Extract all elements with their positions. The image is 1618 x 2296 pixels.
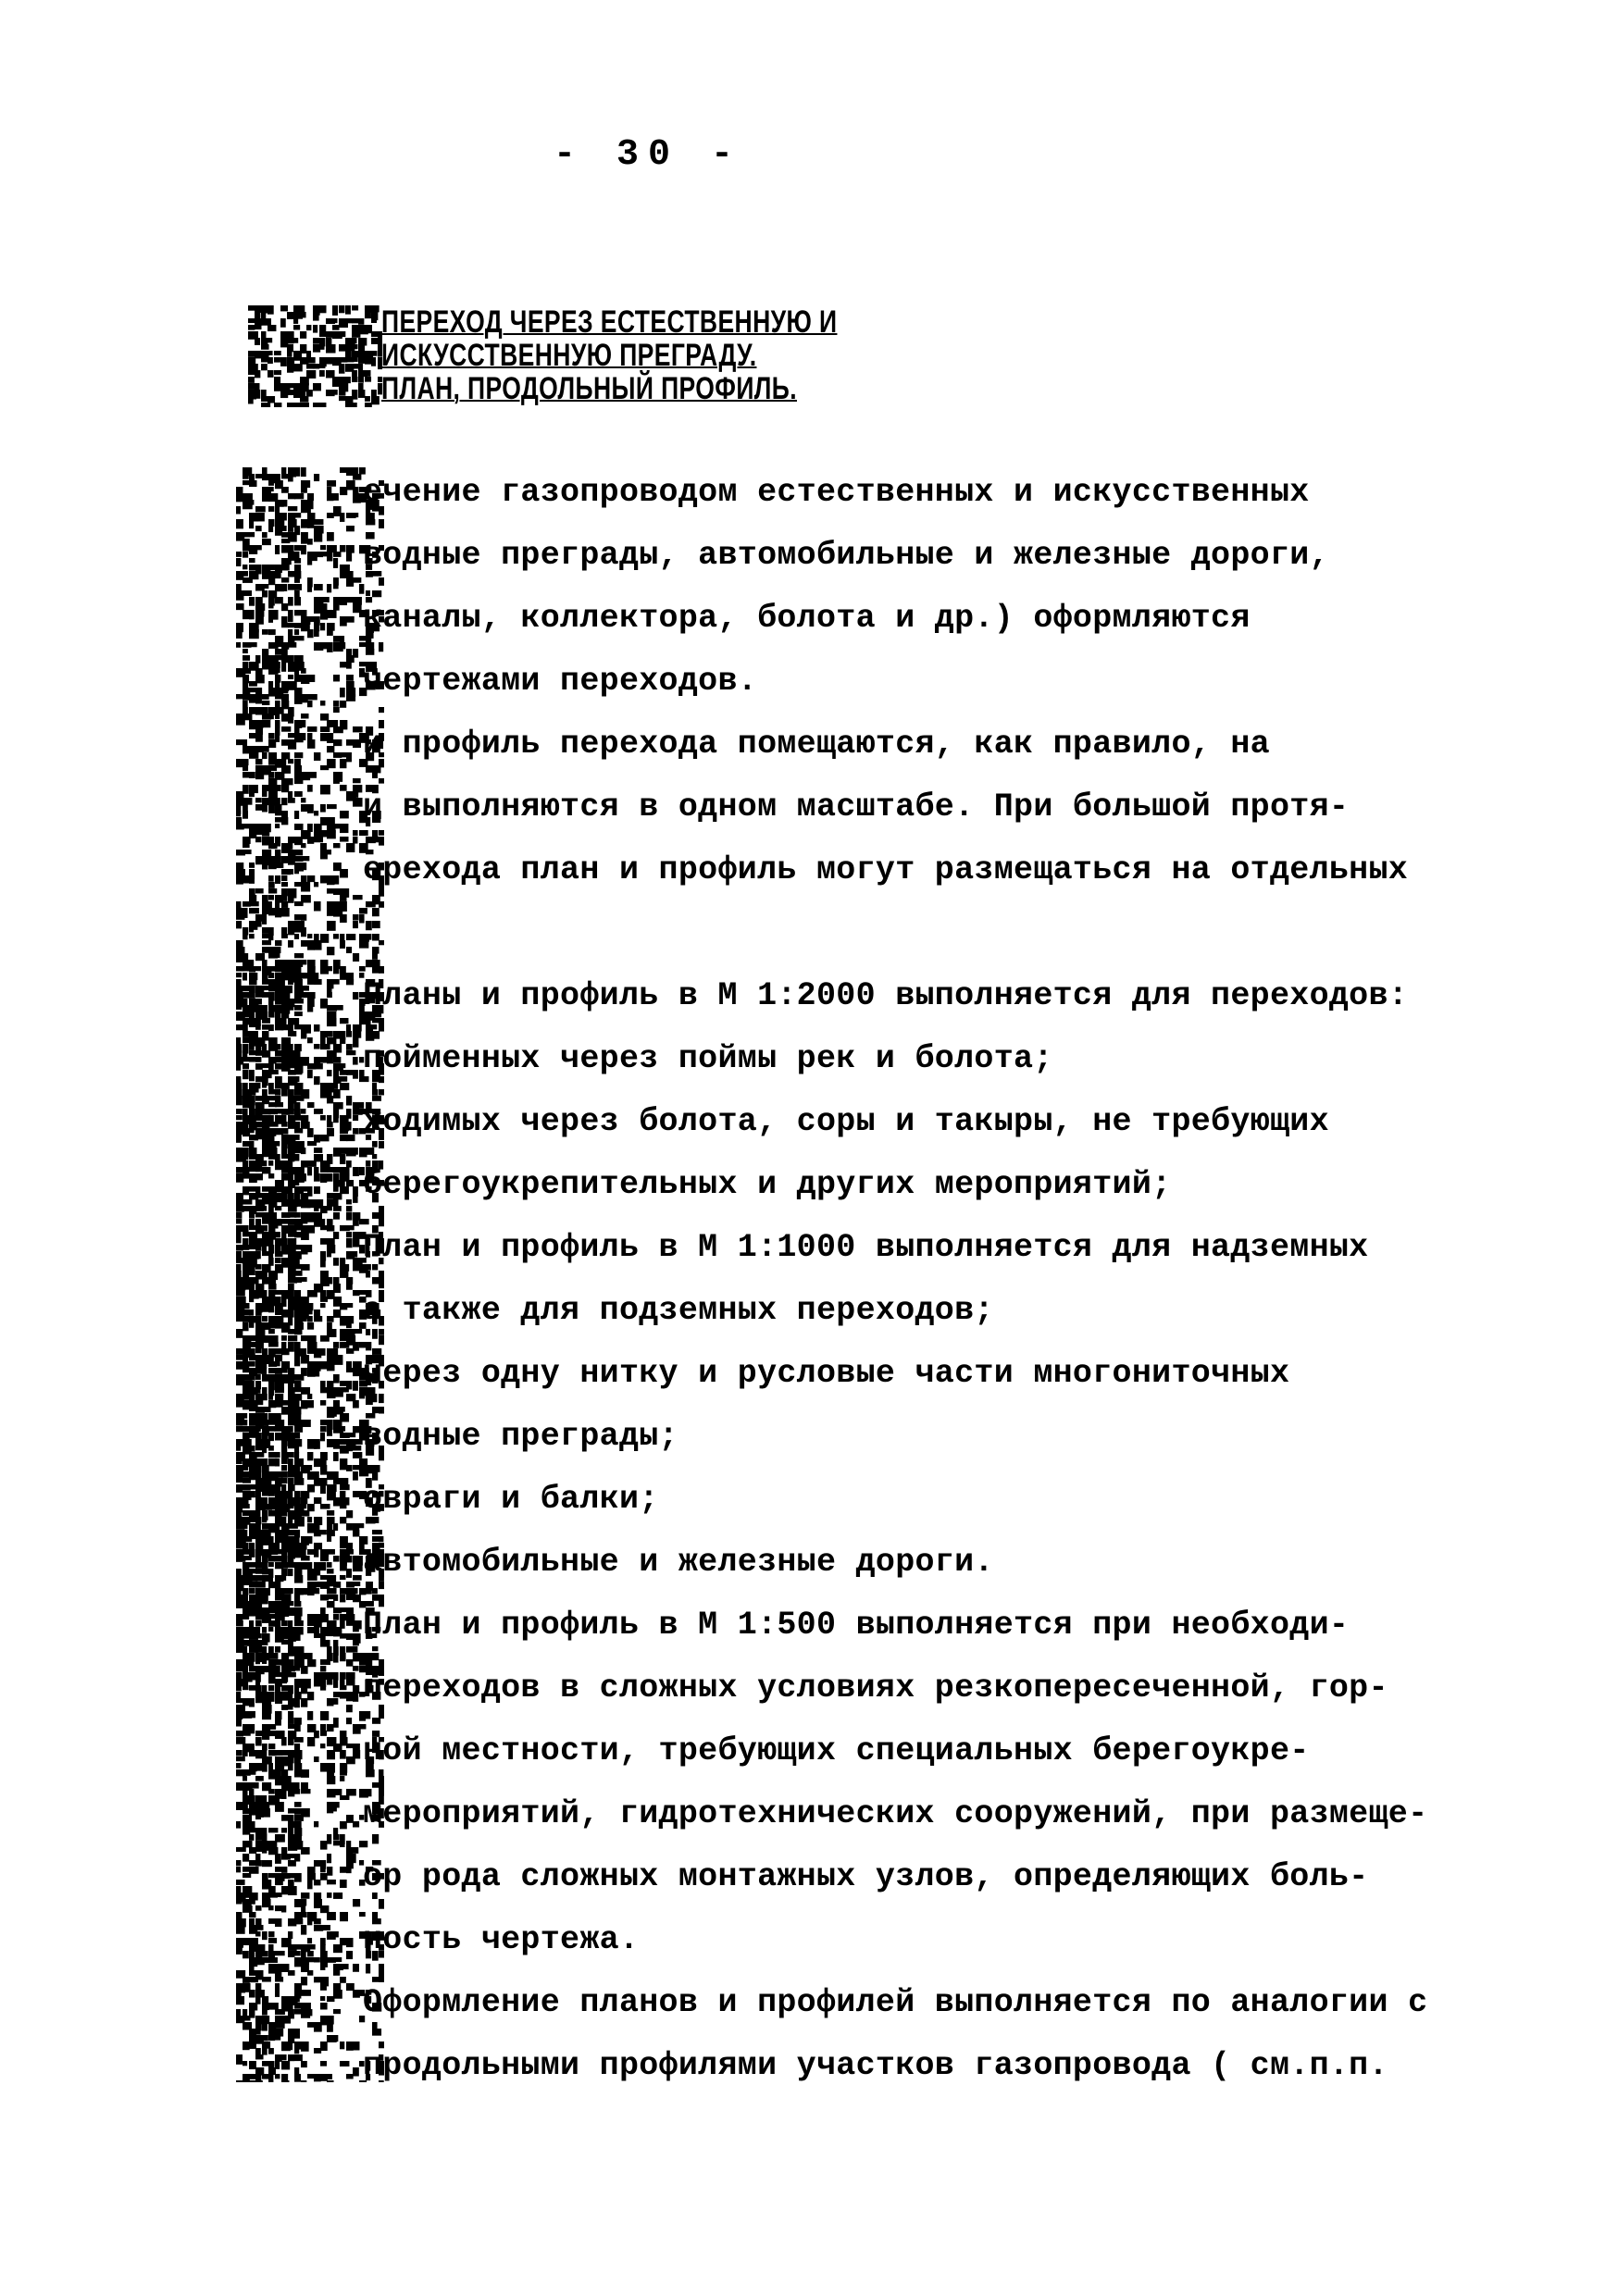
text-line: пойменных через поймы рек и болота; — [363, 1040, 1053, 1077]
text-line: водные преграды; — [363, 1418, 678, 1455]
text-line: чертежами переходов. — [363, 663, 758, 700]
scan-noise-left-margin — [236, 305, 384, 2082]
text-line: План и профиль в М 1:500 выполняется при необходи- — [363, 1607, 1350, 1644]
text-line: берегоукрепительных и других мероприятий; — [363, 1166, 1172, 1203]
text-line: ор рода сложных монтажных узлов, определяющих боль- — [363, 1858, 1369, 1895]
text-line: и профиль перехода помещаются, как правило, на — [363, 726, 1270, 763]
paragraph-2 — [363, 713, 1409, 901]
text-line: Планы и профиль в М 1:2000 выполняется для переходов: — [363, 977, 1409, 1014]
text-line: водные преграды, автомобильные и железные дороги, — [363, 537, 1329, 574]
text-line: ерехода план и профиль могут размещаться на отдельных — [363, 851, 1409, 888]
text-line: План и профиль в М 1:1000 выполняется для надземных — [363, 1229, 1369, 1266]
text-line: Оформление планов и профилей выполняется по аналогии с — [363, 1984, 1428, 2021]
text-line: продольными профилями участков газопровода ( см.п.п. — [363, 2047, 1388, 2084]
text-line: овраги и балки; — [363, 1481, 659, 1518]
text-line: ность чертежа. — [363, 1921, 640, 1958]
paragraph-1 — [363, 461, 1363, 713]
text-line: автомобильные и железные дороги. — [363, 1544, 994, 1581]
paragraph-3 — [363, 964, 1428, 2097]
heading-line: ИСКУССТВЕННУЮ ПРЕГРАДУ. — [381, 338, 757, 373]
heading-line: ПЛАН, ПРОДОЛЬНЫЙ ПРОФИЛЬ. — [381, 371, 797, 406]
text-line: ечение газопроводом естественных и искусственных — [363, 474, 1310, 511]
text-line: через одну нитку и русловые части многониточных — [363, 1355, 1290, 1392]
section-heading — [381, 305, 837, 405]
text-line: ходимых через болота, соры и такыры, не требующих — [363, 1103, 1329, 1140]
heading-line: ПЕРЕХОД ЧЕРЕЗ ЕСТЕСТВЕННУЮ И — [381, 304, 838, 340]
blank-line — [363, 901, 1363, 964]
text-line: переходов в сложных условиях резкопересеченной, гор- — [363, 1669, 1388, 1706]
text-line: каналы, коллектора, болота и др.) оформляются — [363, 600, 1251, 637]
text-line: а также для подземных переходов; — [363, 1292, 994, 1329]
text-line: мероприятий, гидротехнических сооружений, при размеще- — [363, 1795, 1428, 1832]
page-number: - 30 - — [553, 134, 743, 176]
text-line: ной местности, требующих специальных берегоукре- — [363, 1732, 1310, 1769]
text-line: и выполняются в одном масштабе. При большой протя- — [363, 788, 1350, 825]
body-text — [363, 461, 1428, 2097]
